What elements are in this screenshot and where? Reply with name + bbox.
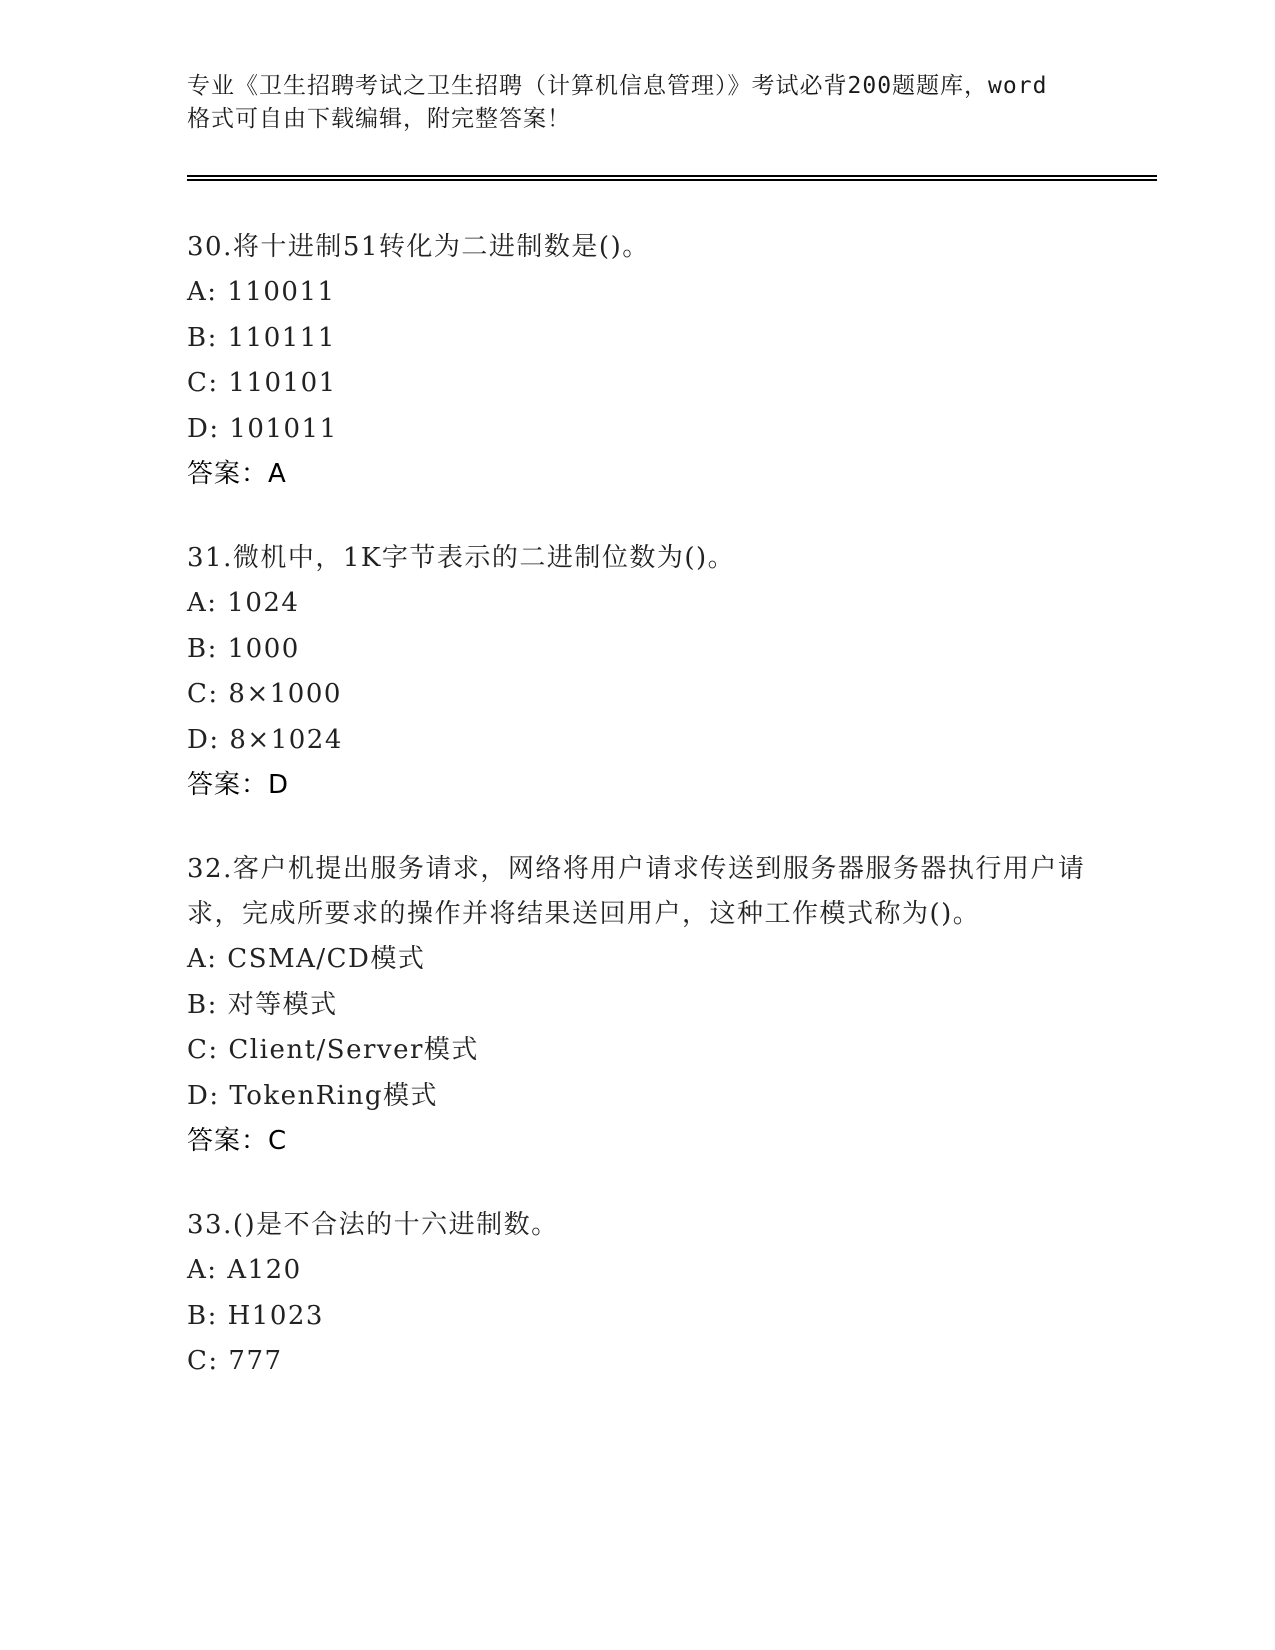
question-stem: 33.()是不合法的十六进制数。: [187, 1210, 559, 1240]
option-a: A: A120: [187, 1255, 302, 1285]
answer: [187, 763, 1157, 807]
option-c: C: 110101: [187, 368, 337, 398]
question-stem: 32.客户机提出服务请求，网络将用户请求传送到服务器服务器执行用户请求，完成所要求的操作并将结果送回用户，这种工作模式称为()。: [187, 854, 1086, 929]
option-b: B: 110111: [187, 322, 336, 353]
question-31: [187, 536, 1157, 807]
header-line-1: 专业《卫生招聘考试之卫生招聘（计算机信息管理）》考试必背200题题库，word: [187, 73, 1048, 99]
option-d: D: TokenRing模式: [187, 1080, 439, 1111]
answer-value: A: [268, 459, 287, 489]
header-line-2: 格式可自由下载编辑，附完整答案！: [187, 106, 571, 132]
question-33: [187, 1203, 1157, 1385]
option-c: C: Client/Server模式: [187, 1035, 479, 1065]
question-32: [187, 847, 1157, 1163]
option-a: A: 1024: [187, 588, 300, 618]
option-b: B: 对等模式: [187, 989, 338, 1020]
option-d: D: 8×1024: [187, 724, 343, 755]
document-header: [187, 70, 1087, 136]
option-d: D: 101011: [187, 413, 338, 444]
option-c: C: 8×1000: [187, 679, 342, 709]
spacer: [187, 1163, 1157, 1203]
document-page: [187, 70, 1157, 1385]
question-stem: 30.将十进制51转化为二进制数是()。: [187, 232, 650, 262]
answer-label: 答案：: [187, 1126, 269, 1156]
answer: [187, 1119, 1157, 1163]
option-c: C: 777: [187, 1346, 283, 1376]
answer: [187, 452, 1157, 496]
option-a: A: 110011: [187, 277, 336, 307]
spacer: [187, 181, 1157, 225]
question-stem: 31.微机中，1K字节表示的二进制位数为()。: [187, 543, 736, 573]
option-b: B: 1000: [187, 633, 300, 664]
answer-label: 答案：: [187, 770, 269, 800]
option-a: A: CSMA/CD模式: [187, 944, 426, 974]
answer-value: C: [268, 1126, 288, 1156]
question-30: [187, 225, 1157, 496]
option-b: B: H1023: [187, 1300, 324, 1331]
spacer: [187, 807, 1157, 847]
answer-value: D: [268, 770, 290, 800]
answer-label: 答案：: [187, 459, 269, 489]
spacer: [187, 496, 1157, 536]
